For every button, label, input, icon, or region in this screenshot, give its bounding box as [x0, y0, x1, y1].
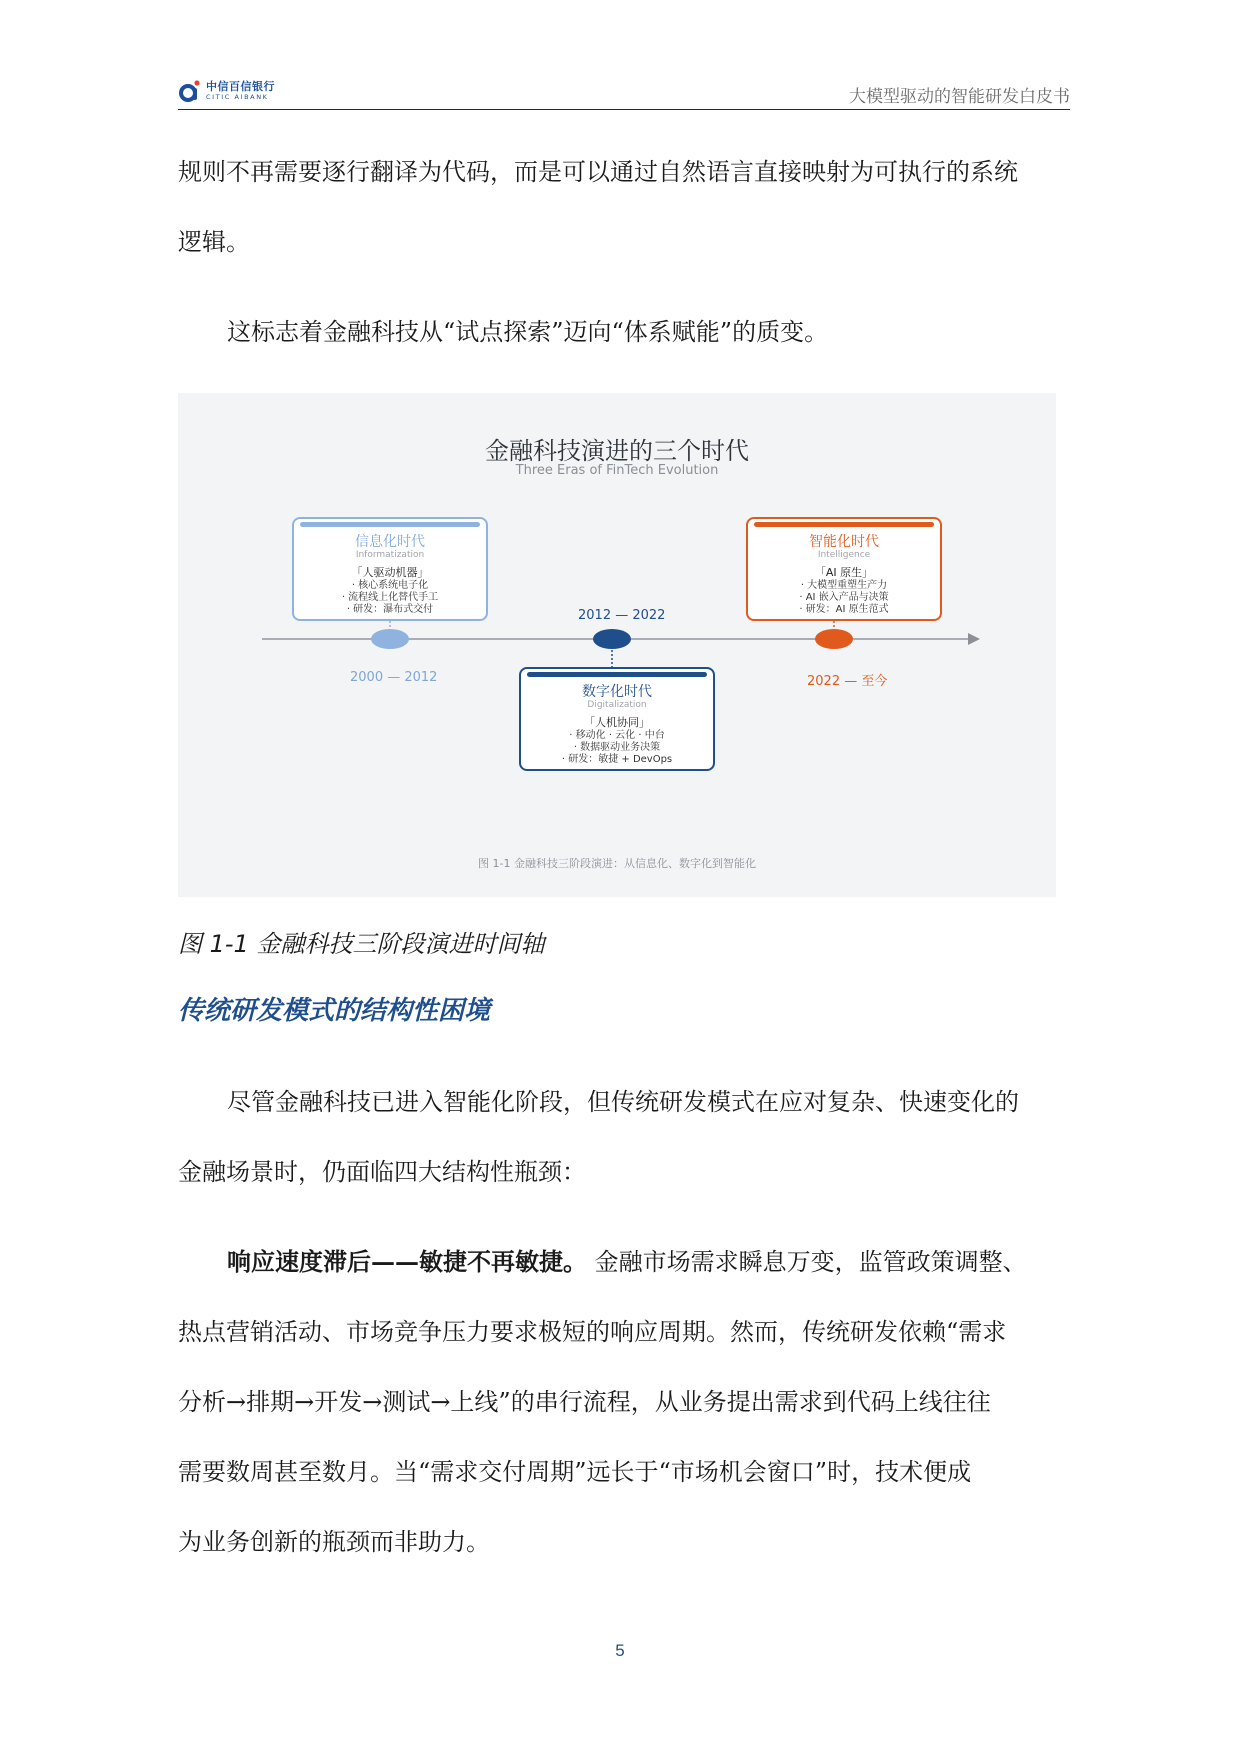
document-title: 大模型驱动的智能研发白皮书 [849, 87, 1070, 107]
paragraph-4-line-1 [227, 1242, 1107, 1277]
era-card-accent-bar [754, 522, 934, 527]
paragraph-2: 这标志着金融科技从“试点探索”迈向“体系赋能”的质变。 [227, 318, 829, 346]
era-name: 数字化时代 [582, 684, 652, 700]
era-3-marker [815, 629, 853, 649]
era-tagline: 「AI 原生」 [814, 566, 874, 579]
era-card-digitalization [519, 667, 715, 771]
era-english-name: Intelligence [817, 550, 871, 560]
era-card-intelligence [746, 517, 942, 621]
section-heading: 传统研发模式的结构性困境 [178, 996, 491, 1026]
era-english-name: Informatization [355, 550, 425, 560]
paragraph-1-line-1: 规则不再需要逐行翻译为代码，而是可以通过自然语言直接映射为可执行的系统 [178, 158, 1018, 186]
page-header [178, 74, 1070, 110]
era-english-name: Digitalization [587, 700, 647, 710]
page-number: 5 [615, 1641, 625, 1660]
timeline-arrow-icon [968, 633, 980, 645]
logo-english-name: CITIC AIBANK [206, 93, 269, 102]
era-2-marker [593, 629, 631, 649]
figure-title: 金融科技演进的三个时代 [485, 437, 749, 465]
era-1-marker [371, 629, 409, 649]
era-point: · 流程线上化替代手工 [341, 592, 439, 603]
era-name: 信息化时代 [355, 534, 425, 550]
era-point: · 研发：瀑布式交付 [346, 604, 434, 615]
timeline-figure [178, 393, 1056, 897]
paragraph-1-line-2: 逻辑。 [178, 228, 250, 256]
era-point: · 研发：敏捷 + DevOps [561, 754, 673, 765]
era-point: · 数据驱动业务决策 [573, 742, 661, 753]
era-point-list [294, 580, 486, 616]
logo-chinese-name: 中信百信银行 [206, 80, 275, 94]
era-tagline: 「人机协同」 [584, 716, 650, 729]
paragraph-4-line-1-rest: 金融市场需求瞬息万变，监管政策调整、 [594, 1248, 1027, 1276]
paragraph-4-bold-lead: 响应速度滞后——敏捷不再敏捷。 [227, 1247, 587, 1276]
paragraph-4-line-4: 需要数周甚至数月。当“需求交付周期”远长于“市场机会窗口”时，技术便成 [178, 1458, 972, 1486]
paragraph-3-line-1: 尽管金融科技已进入智能化阶段，但传统研发模式在应对复杂、快速变化的 [227, 1088, 1019, 1116]
era-card-informatization [292, 517, 488, 621]
paragraph-4-line-3: 分析→排期→开发→测试→上线”的串行流程，从业务提出需求到代码上线往往 [178, 1388, 991, 1416]
paragraph-4-line-2: 热点营销活动、市场竞争压力要求极短的响应周期。然而，传统研发依赖“需求 [178, 1318, 1007, 1346]
figure-caption: 图 1-1 金融科技三阶段演进时间轴 [178, 930, 545, 958]
paragraph-4-line-5: 为业务创新的瓶颈而非助力。 [178, 1528, 490, 1556]
era-point-list [748, 580, 940, 616]
era-name: 智能化时代 [809, 534, 879, 550]
paragraph-3-line-2: 金融场景时，仍面临四大结构性瓶颈： [178, 1158, 586, 1186]
era-2-years: 2012 — 2022 [578, 608, 666, 623]
era-tagline: 「人驱动机器」 [351, 566, 429, 579]
era-point: · 核心系统电子化 [351, 580, 429, 591]
era-card-accent-bar [300, 522, 480, 527]
era-card-accent-bar [527, 672, 707, 677]
era-point: · 研发：AI 原生范式 [799, 604, 889, 615]
era-point-list [521, 730, 713, 766]
era-1-years: 2000 — 2012 [350, 670, 438, 685]
era-point: · 移动化 · 云化 · 中台 [569, 730, 665, 741]
era-point: · AI 嵌入产品与决策 [799, 592, 889, 603]
era-point: · 大模型重塑生产力 [800, 580, 888, 591]
timeline-graphic [178, 393, 1056, 897]
aibank-logo-icon [178, 79, 202, 103]
figure-subtitle: Three Eras of FinTech Evolution [515, 463, 719, 478]
bank-logo [178, 77, 275, 105]
figure-inner-caption: 图 1-1 金融科技三阶段演进：从信息化、数字化到智能化 [478, 857, 756, 870]
era-3-years: 2022 — 至今 [807, 674, 888, 689]
